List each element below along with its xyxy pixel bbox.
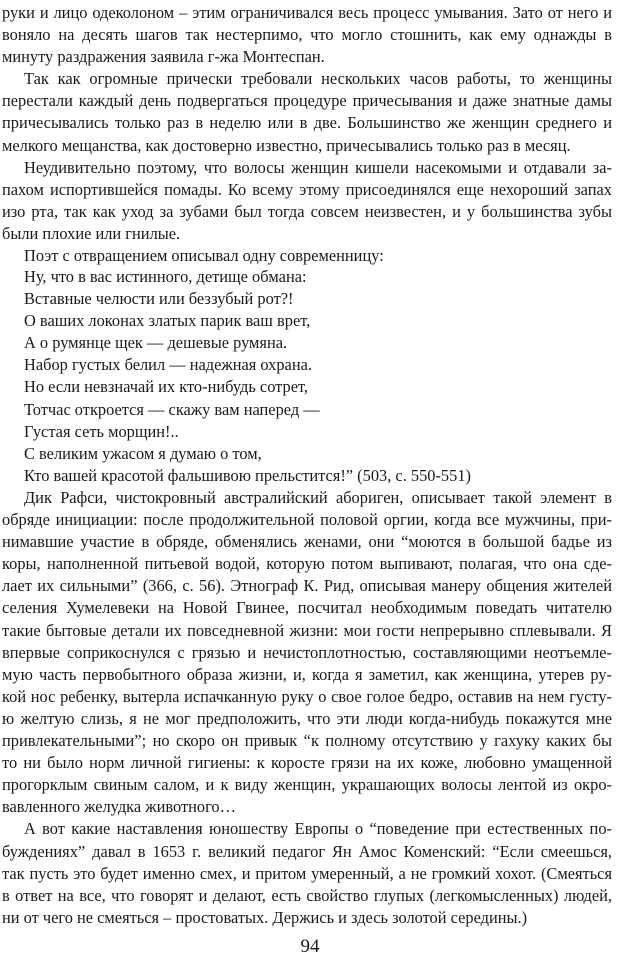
text-line: мую часть первобытного образа жизни, и, когда я заметил, как женщина, утерев ру-: [2, 664, 612, 684]
poem-line: С великим ужасом я думаю о том,: [24, 443, 262, 463]
poem-line: А о румянце щек — дешевые румяна.: [24, 333, 288, 353]
text-line: мелкого мещанства, как достоверно известно, причесывались только раз в месяц.: [2, 135, 571, 155]
poem-block: [2, 266, 612, 487]
text-line: руки и лицо одеколоном – этим ограничивался весь процесс умывания. Зато от него и: [2, 3, 612, 22]
text-line: буждениях” давал в 1653 г. великий педагог Ян Амос Коменский: “Если смеешься,: [2, 841, 612, 861]
text-line: лает их сильными” (366, с. 56). Этнограф К. Рид, описывая манеру общения жителей: [2, 576, 612, 596]
poem-line-citation: Кто вашей красотой фальшивою прельстится!” (503, с. 550-551): [24, 465, 471, 485]
page-number: 94: [300, 936, 320, 957]
text-line: в ответ на все, что говорят и делают, есть свойство глупых (легкомысленных) людей,: [2, 885, 612, 905]
text-line: Дик Рафси, чистокровный австралийский абориген, описывает такой элемент в: [24, 488, 612, 507]
text-line: кой нос ребенку, вытерла испачканную руку о свое голое бедро, оставив на нем густу-: [2, 686, 612, 706]
text-line: нимавшие участие в обряде, обменялись женами, они “моются в большой бадье из: [2, 532, 612, 552]
poem-line: Ну, что в вас истинного, детище обмана:: [24, 267, 307, 286]
text-block-bottom: [2, 487, 612, 929]
text-line: были плохие или гнилые.: [2, 223, 181, 243]
poem-line: О ваших локонах златых парик ваш врет,: [24, 311, 311, 331]
text-line: Так как огромные прически требовали нескольких часов работы, то женщины: [24, 69, 612, 89]
text-line: А вот какие наставления юношеству Европы о “поведение при естественных по-: [24, 819, 612, 839]
text-line: минуту раздражения заявила г-жа Монтеспан.: [2, 47, 325, 67]
text-line: причесывались только раз в неделю или в две. Большинство же женщин среднего и: [2, 113, 612, 133]
poem-line: Густая сеть морщин!..: [24, 421, 179, 441]
text-line: пахом испортившейся помады. Ко всему этому присоединялся еще нехороший запах: [2, 179, 612, 199]
text-line: ни от чего не смеяться – простоватых. Держись и здесь золотой середины.): [2, 907, 528, 927]
text-line: изо рта, так как уход за зубами был тогда совсем неизвестен, и у большинства зубы: [2, 201, 612, 221]
text-line: селения Хумелевеки на Новой Гвинее, посчитал необходимым поведать читателю: [2, 598, 612, 618]
text-line: Неудивительно поэтому, что волосы женщин кишели насекомыми и отдавали за-: [24, 157, 612, 177]
text-line: перестали каждый день подвергаться процедуре причесывания и даже знатные дамы: [2, 91, 612, 111]
text-line: впервые соприкоснулся с грязью и нечистоплотностью, составляющими неотъемле-: [2, 642, 612, 662]
text-block-top: [2, 2, 612, 267]
text-line: прогорклым свиным салом, и к виду женщин, украшающих волосы лентой из окро-: [2, 775, 612, 795]
poem-line: Тотчас откроется — скажу вам наперед —: [24, 399, 320, 419]
poem-line: Но если невзначай их кто-нибудь сотрет,: [24, 377, 309, 397]
text-line: вавленного желудка животного…: [2, 797, 237, 817]
text-line: привлекательными”; но скоро он привык “к полному отсутствию у гахуку каких бы: [2, 731, 612, 751]
text-line: то ни было норм личной гигиены: к коросте грязи на их коже, любовно умащенной: [2, 753, 612, 773]
text-line: обряде инициации: после продолжительной половой оргии, когда все мужчины, при-: [2, 510, 612, 530]
poem-line: Набор густых белил — надежная охрана.: [24, 355, 312, 375]
text-line: воняло на десять шагов так нестерпимо, что могло стошнить, как ему однажды в: [2, 25, 612, 45]
poem-line: Вставные челюсти или беззубый рот?!: [24, 289, 294, 309]
text-line: такие бытовые детали их повседневной жизни: мои гости непрерывно сплевывали. Я: [2, 620, 612, 640]
text-line: коры, наполненной питьевой водой, которую потом выпивают, полагая, что она сде-: [2, 554, 612, 574]
text-line: ю желтую слизь, я не мог предположить, что эти люди когда-нибудь покажутся мне: [2, 708, 612, 728]
text-line: так пусть это будет именно смех, и притом умеренный, а не громкий хохот. (Смеяться: [2, 863, 612, 883]
text-line: Поэт с отвращением описывал одну современницу:: [24, 246, 384, 266]
